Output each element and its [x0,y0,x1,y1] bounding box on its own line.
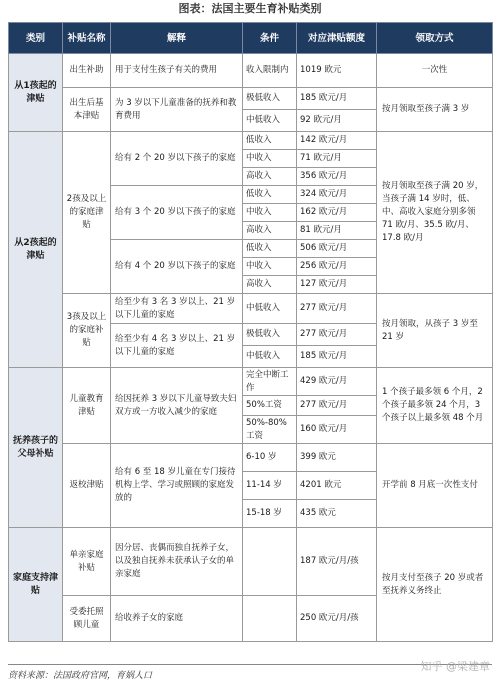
condition-cell: 收入限制内 [243,54,297,88]
condition-cell: 高收入 [243,276,297,294]
table-row [9,88,493,110]
amount-cell: 185 欧元/月 [297,88,377,110]
table-row [9,294,493,324]
payment-method-cell: 按月领取至孩子满 3 岁 [377,88,493,132]
watermark: 知乎 @梁建章 [420,660,490,673]
explanation-cell: 给因抚养 3 岁以下儿童导致夫妇双方或一方收入减少的家庭 [111,368,243,444]
condition-cell: 低收入 [243,186,297,204]
condition-cell: 50%-80% 工资 [243,416,297,444]
subsidy-name-cell: 出生后基本津贴 [63,88,111,132]
amount-cell: 356 欧元/月 [297,168,377,186]
condition-cell: 中收入 [243,258,297,276]
condition-cell: 极低收入 [243,324,297,346]
amount-cell: 277 欧元/月 [297,324,377,346]
amount-cell: 127 欧元/月 [297,276,377,294]
category-cell: 从1孩起的津贴 [9,54,63,132]
amount-cell: 160 欧元/月 [297,416,377,444]
explanation-cell: 为 3 岁以下儿童准备的抚养和教育费用 [111,88,243,132]
condition-cell: 低收入 [243,132,297,150]
condition-cell: 高收入 [243,168,297,186]
amount-cell: 250 欧元/月/孩 [297,596,377,642]
condition-cell: 极低收入 [243,88,297,110]
subsidy-name-cell: 返校津贴 [63,444,111,528]
amount-cell: 185 欧元/月 [297,346,377,368]
amount-cell: 435 欧元 [297,500,377,528]
explanation-cell: 给有 4 个 20 岁以下孩子的家庭 [111,240,243,294]
condition-cell: 15-18 岁 [243,500,297,528]
condition-cell: 低收入 [243,240,297,258]
explanation-cell: 因分居、丧偶而独自抚养子女，以及独自抚养未获承认子女的单亲家庭 [111,528,243,596]
condition-cell: 中低收入 [243,294,297,324]
header-subsidy-name: 补贴名称 [63,23,111,54]
amount-cell: 506 欧元/月 [297,240,377,258]
source-note: 资料来源：法国政府官网，育娲人口 [8,671,153,681]
explanation-cell: 给有 3 个 20 岁以下孩子的家庭 [111,186,243,240]
payment-method-cell: 按月领取，从孩子 3 岁至 21 岁 [377,294,493,368]
amount-cell: 71 欧元/月 [297,150,377,168]
condition-cell: 11-14 岁 [243,472,297,500]
amount-cell: 187 欧元/月/孩 [297,528,377,596]
subsidy-name-cell: 单亲家庭补贴 [63,528,111,596]
amount-cell: 399 欧元 [297,444,377,472]
explanation-cell: 给至少有 4 名 3 岁以上、21 岁以下儿童的家庭 [111,324,243,368]
payment-method-cell: 按月领取至孩子满 20 岁，当孩子满 14 岁时，低、中、高收入家庭分别多领 71 欧/月、35.5 欧/月、17.8 欧/月 [377,132,493,294]
header-category: 类别 [9,23,63,54]
amount-cell: 277 欧元/月 [297,294,377,324]
table-row [9,54,493,88]
header-amount: 对应津贴额度 [297,23,377,54]
header-condition: 条件 [243,23,297,54]
payment-method-cell: 开学前 8 月底一次性支付 [377,444,493,528]
amount-cell: 142 欧元/月 [297,132,377,150]
condition-cell [243,596,297,642]
condition-cell: 中低收入 [243,346,297,368]
condition-cell: 高收入 [243,222,297,240]
category-cell: 抚养孩子的父母补贴 [9,368,63,528]
amount-cell: 429 欧元/月 [297,368,377,396]
amount-cell: 92 欧元/月 [297,110,377,132]
table-row [9,444,493,472]
category-cell: 家庭支持津贴 [9,528,63,642]
table-row [9,528,493,596]
condition-cell [243,528,297,596]
amount-cell: 277 欧元/月 [297,396,377,416]
payment-method-cell: 按月支付至孩子 20 岁或者至抚养义务终止 [377,528,493,642]
condition-cell: 50%工资 [243,396,297,416]
condition-cell: 6-10 岁 [243,444,297,472]
header-explanation: 解释 [111,23,243,54]
table-row [9,368,493,396]
subsidy-table [8,22,492,642]
footer-divider [8,664,492,665]
table-header-row [9,23,493,54]
condition-cell: 完全中断工作 [243,368,297,396]
subsidy-name-cell: 2孩及以上的家庭津贴 [63,132,111,294]
condition-cell: 中低收入 [243,110,297,132]
condition-cell: 中收入 [243,150,297,168]
explanation-cell: 用于支付生孩子有关的费用 [111,54,243,88]
amount-cell: 4201 欧元 [297,472,377,500]
subsidy-name-cell: 受委托照顾儿童 [63,596,111,642]
amount-cell: 81 欧元/月 [297,222,377,240]
amount-cell: 256 欧元/月 [297,258,377,276]
payment-method-cell: 1 个孩子最多领 6 个月，2 个孩子最多领 24 个月，3 个孩子以上最多领 48 个月 [377,368,493,444]
explanation-cell: 给有 6 至 18 岁儿童在专门接待机构上学、学习或照顾的家庭发放的 [111,444,243,528]
category-cell: 从2孩起的津贴 [9,132,63,368]
amount-cell: 1019 欧元 [297,54,377,88]
explanation-cell: 给至少有 3 名 3 岁以上、21 岁以下儿童的家庭 [111,294,243,324]
header-payment-method: 领取方式 [377,23,493,54]
payment-method-cell: 一次性 [377,54,493,88]
amount-cell: 324 欧元/月 [297,186,377,204]
explanation-cell: 给收养子女的家庭 [111,596,243,642]
condition-cell: 中收入 [243,204,297,222]
amount-cell: 162 欧元/月 [297,204,377,222]
explanation-cell: 给有 2 个 20 岁以下孩子的家庭 [111,132,243,186]
subsidy-name-cell: 儿童教育津贴 [63,368,111,444]
table-row [9,132,493,150]
subsidy-name-cell: 出生补助 [63,54,111,88]
table-title: 图表：法国主要生育补贴类别 [178,2,322,15]
subsidy-name-cell: 3孩及以上的家庭补贴 [63,294,111,368]
